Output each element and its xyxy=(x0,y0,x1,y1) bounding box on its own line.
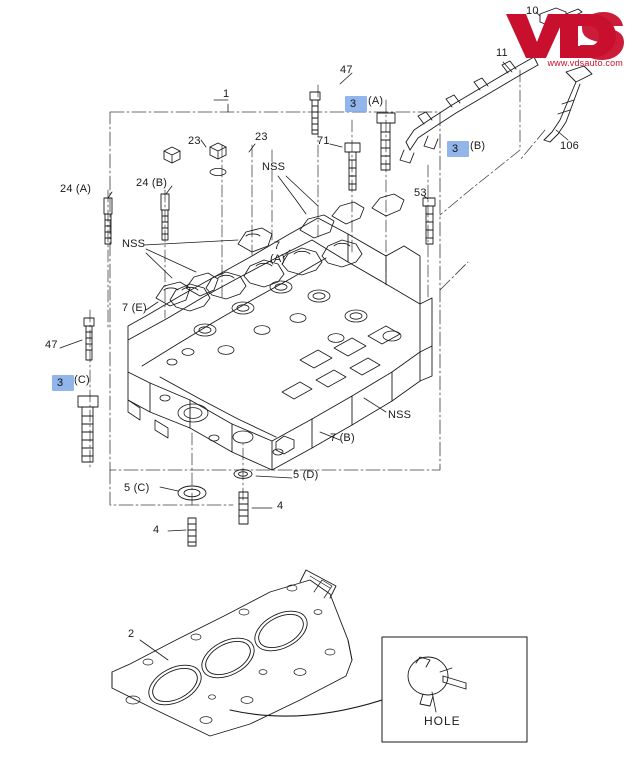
callout-23-left: 23 xyxy=(188,135,201,147)
label-hole: HOLE xyxy=(424,714,461,728)
callout-24b: 24 (B) xyxy=(136,177,168,189)
callout-7b: 7 (B) xyxy=(330,432,355,444)
label-nss-left: NSS xyxy=(122,238,146,250)
callout-53: 53 xyxy=(414,187,427,199)
callout-7a-sub: (A) xyxy=(270,253,286,265)
highlight-3c-label: 3 xyxy=(57,377,64,389)
callout-24a: 24 (A) xyxy=(60,183,92,195)
callout-47-top: 47 xyxy=(340,64,353,76)
callout-3c-suffix: (C) xyxy=(74,374,90,386)
callout-4-right: 4 xyxy=(277,500,284,512)
callout-47-left: 47 xyxy=(45,339,58,351)
callout-11: 11 xyxy=(496,47,508,59)
callout-3b-suffix: (B) xyxy=(470,140,486,152)
callout-23-right: 23 xyxy=(255,131,268,143)
callout-7a: 7 xyxy=(274,240,281,252)
vds-logo xyxy=(504,5,624,64)
callout-10: 10 xyxy=(526,5,539,17)
vds-url: www.vdsauto.com xyxy=(547,58,623,68)
callout-5c: 5 (C) xyxy=(124,482,150,494)
highlight-3b-label: 3 xyxy=(452,143,459,155)
callout-4-left: 4 xyxy=(153,524,160,536)
callout-1: 1 xyxy=(223,88,230,100)
callout-106: 106 xyxy=(560,140,579,152)
callout-71: 71 xyxy=(317,135,330,147)
callout-5d: 5 (D) xyxy=(293,469,319,481)
callout-3a-suffix: (A) xyxy=(368,95,384,107)
label-nss-right: NSS xyxy=(388,409,412,421)
highlight-3a-label: 3 xyxy=(350,98,357,110)
callout-7e: 7 (E) xyxy=(122,302,147,314)
callout-2: 2 xyxy=(128,628,135,640)
label-nss-top: NSS xyxy=(262,161,286,173)
